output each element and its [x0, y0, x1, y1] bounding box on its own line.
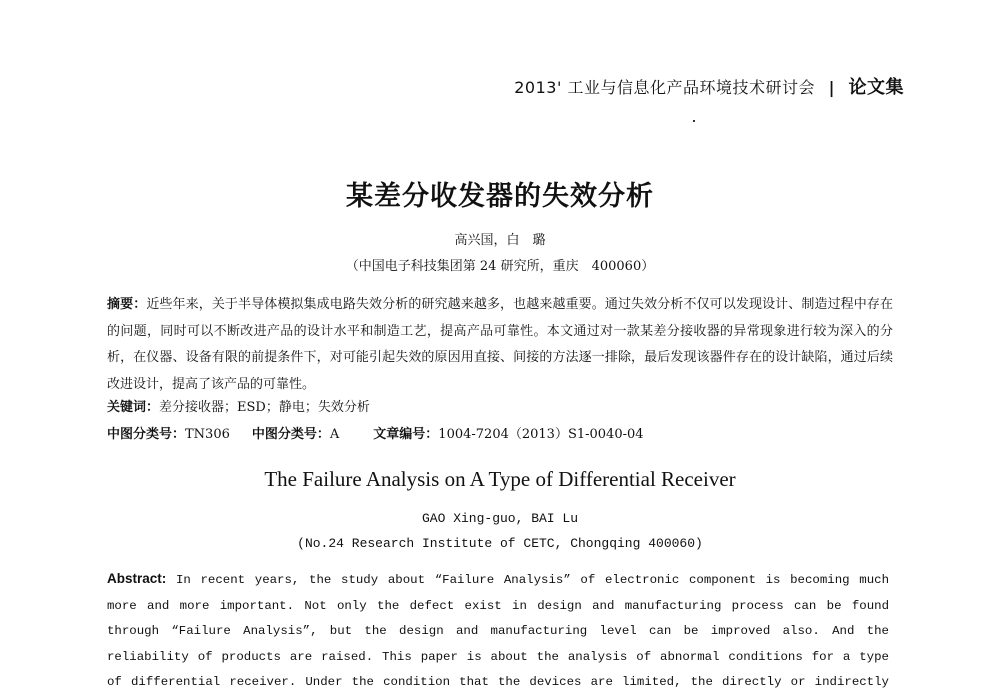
affiliation-en: (No.24 Research Institute of CETC, Chongqing 400060) [297, 536, 703, 551]
abstract-en-line: reliability of products are raised. This paper is about the analysis of abnormal conditions for a type [107, 649, 889, 664]
affiliation-cn: （中国电子科技集团第 24 研究所，重庆 400060） [345, 259, 655, 274]
header-year: 2013' [514, 78, 562, 97]
authors-en: GAO Xing-guo, BAI Lu [421, 511, 579, 526]
clc-label: 中图分类号： [107, 427, 186, 442]
abstract-en-line [107, 566, 889, 594]
header-tag: 论文集 [848, 77, 904, 98]
scan-speck [693, 120, 695, 122]
clc-value: TN306 [185, 427, 230, 442]
keywords-label: 关键词： [107, 400, 160, 415]
abstract-en-line-text: In recent years, the study about “Failure Analysis” of electronic component is becoming much [175, 573, 890, 587]
abstract-en [107, 566, 889, 696]
abstract-cn [107, 292, 893, 398]
doc-code-label: 中图分类号： [251, 427, 330, 442]
article-no-value: 1004-7204（2013）S1-0040-04 [438, 427, 644, 442]
classification-line [107, 423, 644, 442]
paper-title-cn: 某差分收发器的失效分析 [346, 181, 654, 212]
keywords-cn [107, 396, 370, 415]
paper-title-en: The Failure Analysis on A Type of Differential Receiver [264, 467, 736, 491]
header-conference: 工业与信息化产品环境技术研讨会 [567, 78, 815, 97]
article-no-label: 文章编号： [373, 427, 439, 442]
doc-code-value: A [329, 427, 340, 442]
abstract-cn-text: 近些年来，关于半导体模拟集成电路失效分析的研究越来越多，也越来越重要。通过失效分析不仅可以发现设计、制造过程中存在的问题，同时可以不断改进产品的设计水平和制造工艺，提高产品可靠性。本文通过对一款某差分接收器的异常现象进行较为深入的分析，在仪器、设备有限的前提条件下，对可能引起失效的原因用直接、间接的方法逐一排除，最后发现该器件存在的设计缺陷，通过后续改进设计，提高了该产品的可靠性。 [107, 297, 893, 392]
running-header [514, 73, 904, 99]
keywords-text: 差分接收器；ESD；静电；失效分析 [159, 400, 370, 415]
abstract-en-line: of differential receiver. Under the condition that the devices are limited, the directly or indirectly [107, 675, 889, 689]
header-separator: | [828, 78, 835, 97]
abstract-en-line: through “Failure Analysis”, but the design and manufacturing level can be improved also. And the [107, 624, 889, 638]
abstract-en-label: Abstract: [107, 571, 167, 586]
abstract-en-line: more and more important. Not only the defect exist in design and manufacturing process can be found [107, 598, 889, 613]
abstract-cn-label: 摘要： [107, 297, 147, 312]
authors-cn: 高兴国，白 璐 [454, 233, 546, 248]
